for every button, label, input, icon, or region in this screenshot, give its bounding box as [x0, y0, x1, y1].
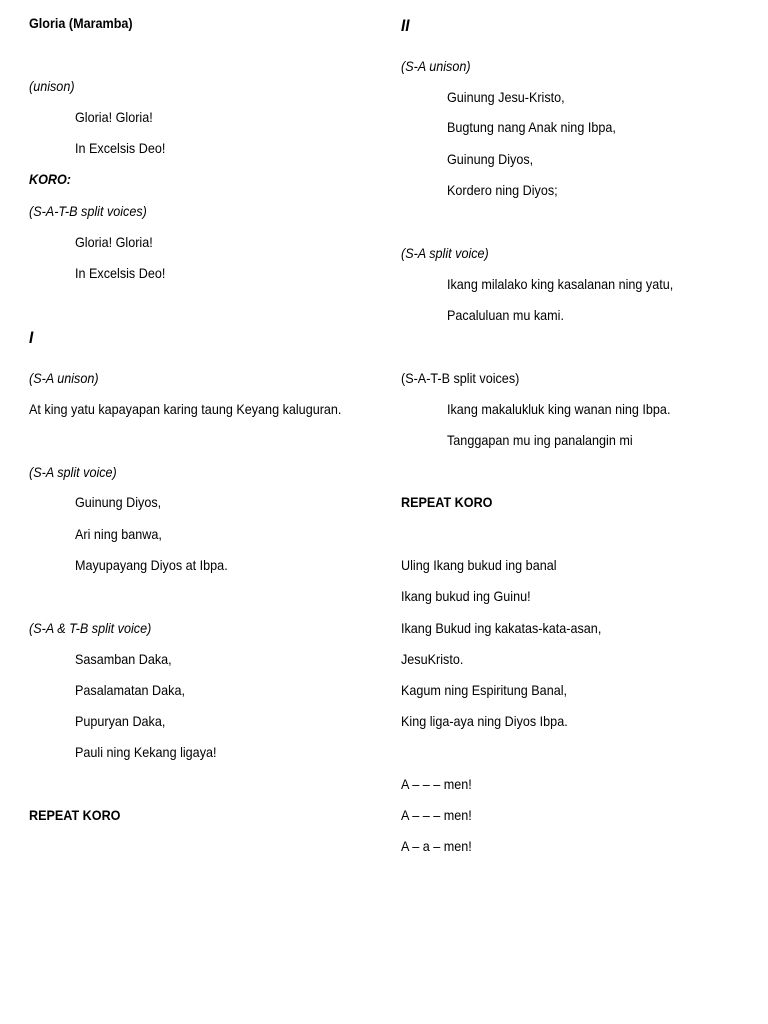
final-line-1: Uling Ikang bukud ing banal: [401, 557, 557, 573]
koro-heading: KORO:: [29, 171, 72, 187]
sa-unison-line-1: Guinung Jesu-Kristo,: [447, 89, 565, 105]
sa-split-label: (S-A split voice): [29, 464, 117, 480]
final-line-3: Ikang Bukud ing kakatas-kata-asan,: [401, 620, 602, 636]
satb-line-a: Ikang makalukluk king wanan ning Ibpa.: [447, 401, 671, 417]
repeat-koro-right: REPEAT KORO: [401, 494, 493, 510]
amen-line-1: A – – – men!: [401, 776, 472, 792]
sa-unison-line-4: Kordero ning Diyos;: [447, 182, 558, 198]
satb-line-3: Pupuryan Daka,: [75, 713, 166, 729]
sa-split-line-b: Pacaluluan mu kami.: [447, 307, 564, 323]
unison-label: (unison): [29, 78, 75, 94]
final-line-5: Kagum ning Espiritung Banal,: [401, 682, 568, 698]
satb-line-b: Tanggapan mu ing panalangin mi: [447, 432, 633, 448]
song-title: Gloria (Maramba): [29, 15, 133, 31]
repeat-koro-left: REPEAT KORO: [29, 807, 121, 823]
sa-split-line-3: Mayupayang Diyos at Ibpa.: [75, 557, 228, 573]
sa-unison-line-3: Guinung Diyos,: [447, 151, 534, 167]
satb-split-label: (S-A & T-B split voice): [29, 620, 152, 636]
sa-split-line-2: Ari ning banwa,: [75, 526, 162, 542]
intro-line-1: Gloria! Gloria!: [75, 109, 153, 125]
sa-unison-label: (S-A unison): [29, 370, 99, 386]
amen-line-3: A – a – men!: [401, 838, 472, 854]
sa-unison-line-2: Bugtung nang Anak ning Ibpa,: [447, 119, 616, 135]
section-heading-2: II: [401, 16, 410, 35]
section-heading-1: I: [29, 328, 34, 347]
intro-line-2: In Excelsis Deo!: [75, 140, 166, 156]
final-line-2: Ikang bukud ing Guinu!: [401, 588, 531, 604]
final-line-6: King liga-aya ning Diyos Ibpa.: [401, 713, 568, 729]
satb-line-1: Sasamban Daka,: [75, 651, 172, 667]
satb-split-label-2: (S-A-T-B split voices): [401, 370, 520, 386]
amen-line-2: A – – – men!: [401, 807, 472, 823]
koro-voice-label: (S-A-T-B split voices): [29, 203, 147, 219]
koro-line-2: In Excelsis Deo!: [75, 265, 166, 281]
sa-split-label-2: (S-A split voice): [401, 245, 489, 261]
satb-line-4: Pauli ning Kekang ligaya!: [75, 744, 217, 760]
koro-line-1: Gloria! Gloria!: [75, 234, 153, 250]
final-line-4: JesuKristo.: [401, 651, 464, 667]
sa-unison-label-2: (S-A unison): [401, 58, 471, 74]
satb-line-2: Pasalamatan Daka,: [75, 682, 185, 698]
sa-unison-line: At king yatu kapayapan karing taung Keyang kaluguran.: [29, 401, 342, 417]
sa-split-line-a: Ikang milalako king kasalanan ning yatu,: [447, 276, 674, 292]
sa-split-line-1: Guinung Diyos,: [75, 494, 162, 510]
